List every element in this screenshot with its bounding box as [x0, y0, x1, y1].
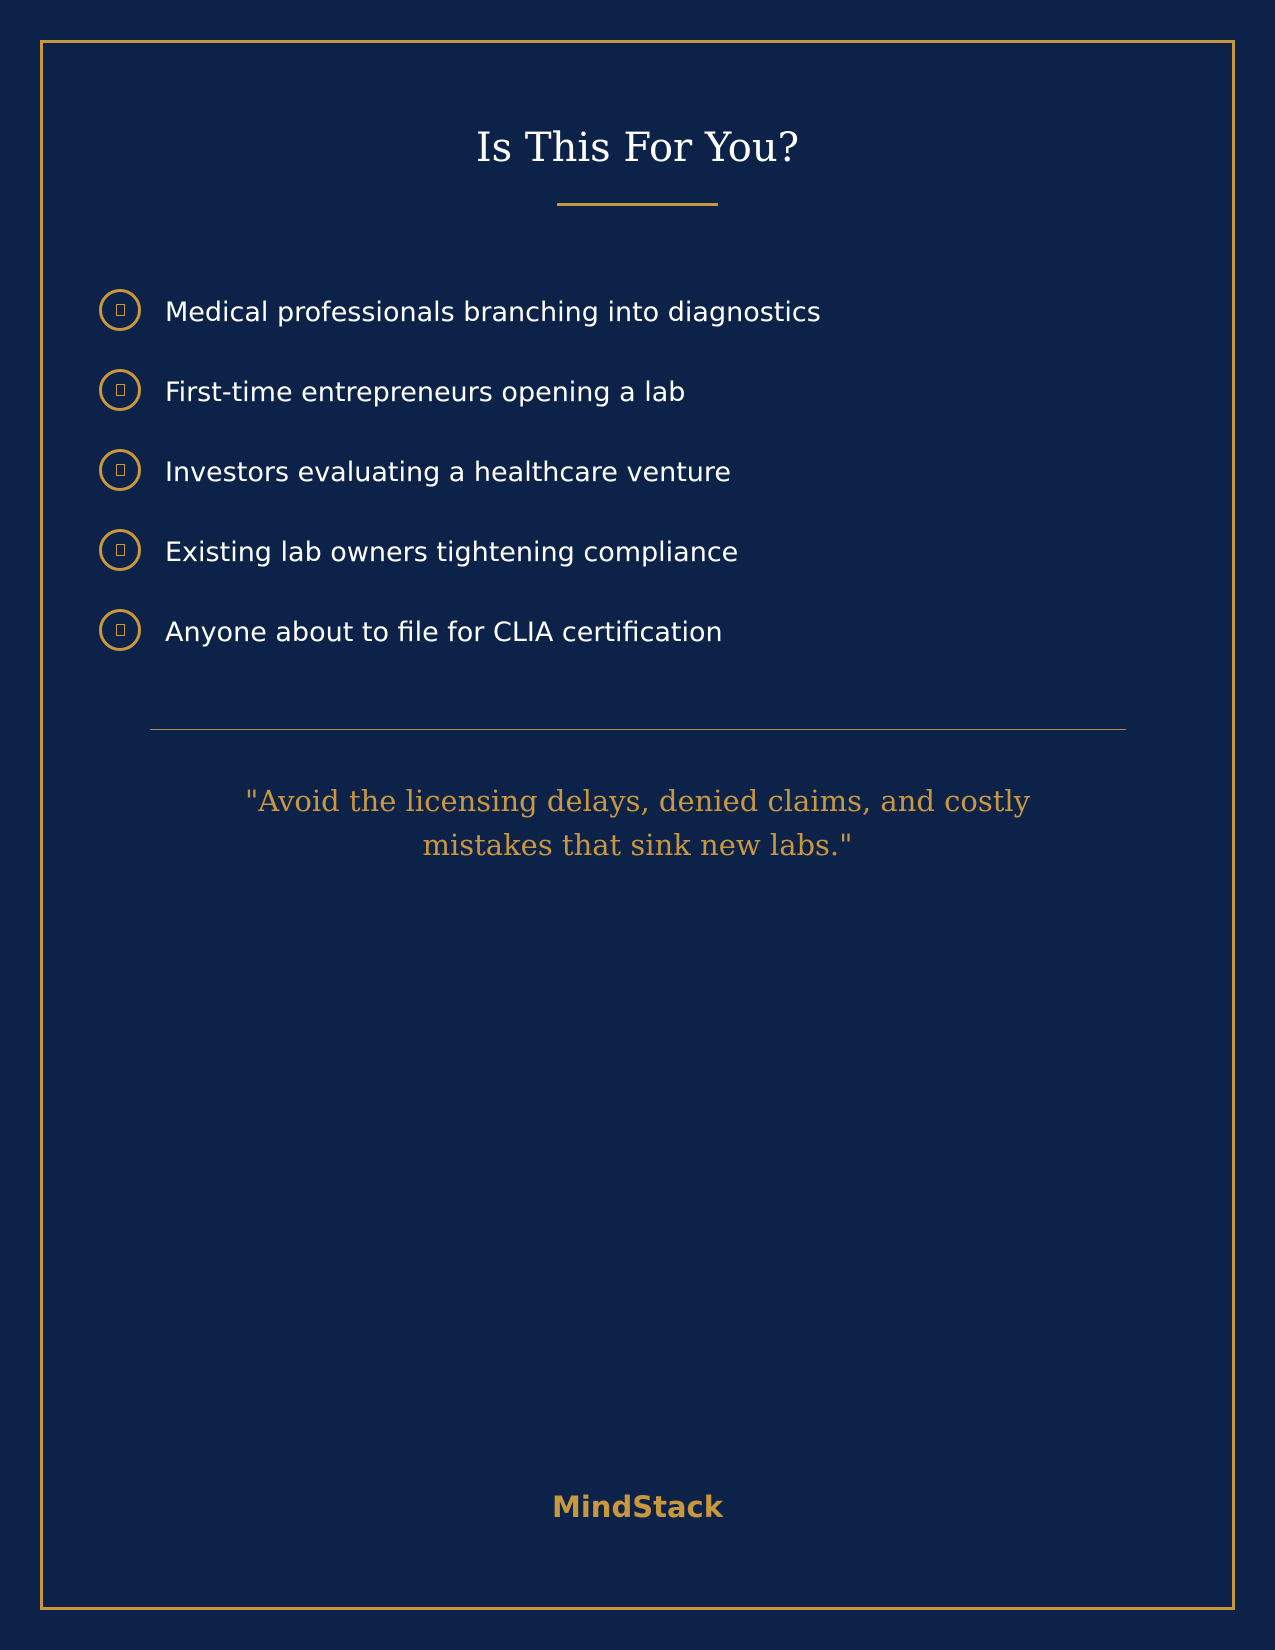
- pull-quote-line-1: "Avoid the licensing delays, denied claims, and costly: [244, 784, 1031, 818]
- check-icon: [99, 449, 141, 491]
- list-item-label: Anyone about to file for CLIA certification: [165, 617, 723, 648]
- pull-quote-line-2: mistakes that sink new labs.": [422, 828, 853, 862]
- list-item-label: Investors evaluating a healthcare venture: [165, 457, 732, 488]
- title-underline: [557, 203, 718, 206]
- check-icon: [99, 609, 141, 651]
- section-divider: [150, 729, 1126, 730]
- check-icon: [99, 529, 141, 571]
- pull-quote: [0, 779, 1275, 867]
- check-icon: [99, 369, 141, 411]
- list-item-label: Existing lab owners tightening compliance: [165, 537, 739, 568]
- check-icon: [99, 289, 141, 331]
- brand-name: MindStack: [552, 1490, 723, 1524]
- list-item-label: Medical professionals branching into diagnostics: [165, 297, 821, 328]
- page-title: Is This For You?: [475, 125, 800, 171]
- list-item-label: First-time entrepreneurs opening a lab: [165, 377, 686, 408]
